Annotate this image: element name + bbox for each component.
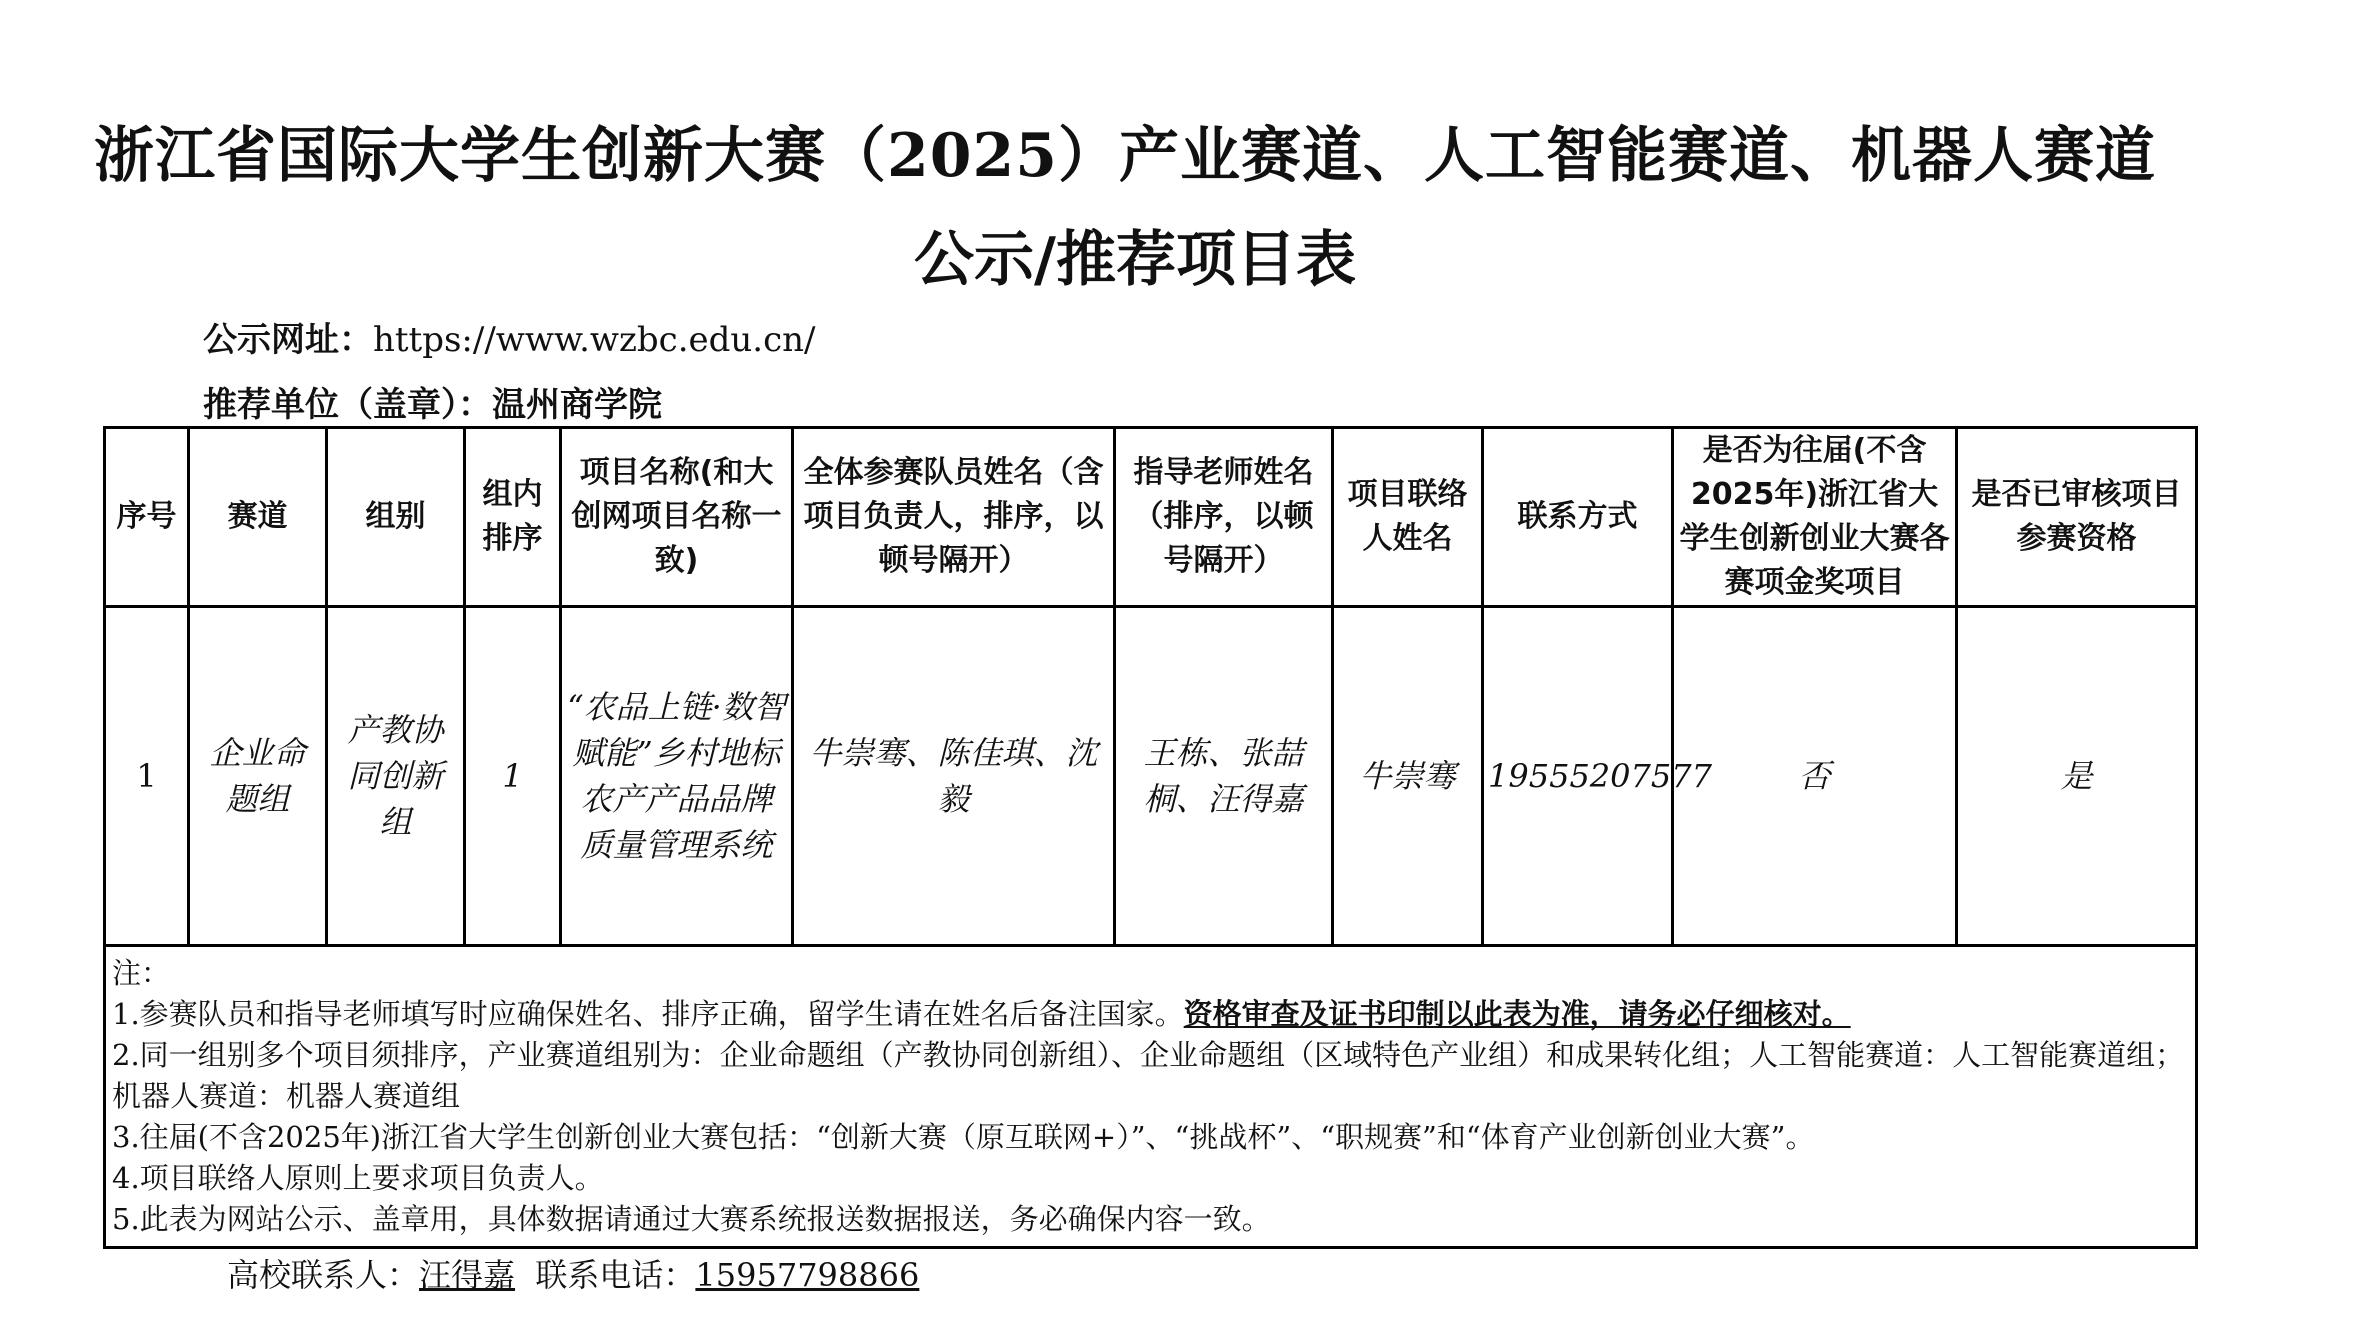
unit-line bbox=[203, 377, 662, 426]
cell-contact-name: 牛崇骞 bbox=[1333, 607, 1483, 946]
note-4: 4.项目联络人原则上要求项目负责人。 bbox=[112, 1161, 604, 1195]
unit-label: 推荐单位（盖章）： bbox=[203, 385, 492, 425]
notes-row bbox=[105, 946, 2197, 1248]
footer-contact-label: 高校联系人： bbox=[227, 1256, 420, 1294]
header-advisors: 指导老师姓名（排序，以顿号隔开） bbox=[1115, 428, 1333, 607]
header-past-gold: 是否为往届(不含2025年)浙江省大学生创新创业大赛各赛项金奖项目 bbox=[1673, 428, 1957, 607]
page-subtitle: 公示/推荐项目表 bbox=[914, 225, 1356, 295]
note-5: 5.此表为网站公示、盖章用，具体数据请通过大赛系统报送数据报送，务必确保内容一致。 bbox=[112, 1202, 1271, 1236]
cell-phone: 19555207577 bbox=[1483, 607, 1673, 946]
note-1 bbox=[112, 994, 2189, 1035]
cell-index: 1 bbox=[105, 607, 189, 946]
note-2: 2.同一组别多个项目须排序，产业赛道组别为：企业命题组（产教协同创新组）、企业命题组（区域特色产业组）和成果转化组；人工智能赛道：人工智能赛道组；机器人赛道：机器人赛道组 bbox=[112, 1038, 2185, 1113]
note-1-text: 1.参赛队员和指导老师填写时应确保姓名、排序正确，留学生请在姓名后备注国家。 bbox=[112, 997, 1184, 1031]
header-row bbox=[105, 428, 2197, 607]
unit-value: 温州商学院 bbox=[492, 385, 662, 425]
url-line bbox=[203, 312, 816, 361]
header-group: 组别 bbox=[327, 428, 465, 607]
cell-members: 牛崇骞、陈佳琪、沈毅 bbox=[793, 607, 1115, 946]
cell-order: 1 bbox=[465, 607, 561, 946]
header-members: 全体参赛队员姓名（含项目负责人，排序，以顿号隔开） bbox=[793, 428, 1115, 607]
header-index: 序号 bbox=[105, 428, 189, 607]
footer-contact-name: 汪得嘉 bbox=[419, 1256, 516, 1294]
cell-past-gold: 否 bbox=[1673, 607, 1957, 946]
cell-project: “农品上链·数智赋能”乡村地标农产产品品牌质量管理系统 bbox=[561, 607, 793, 946]
table-row bbox=[105, 607, 2197, 946]
footer-phone: 15957798866 bbox=[695, 1256, 920, 1294]
header-order: 组内排序 bbox=[465, 428, 561, 607]
header-track: 赛道 bbox=[189, 428, 327, 607]
footer-contact bbox=[227, 1250, 919, 1296]
cell-track: 企业命题组 bbox=[189, 607, 327, 946]
note-1-emphasis: 资格审查及证书印制以此表为准，请务必仔细核对。 bbox=[1183, 997, 1851, 1031]
url-value[interactable]: https://www.wzbc.edu.cn/ bbox=[373, 320, 816, 360]
url-label: 公示网址： bbox=[203, 320, 373, 360]
header-project: 项目名称(和大创网项目名称一致) bbox=[561, 428, 793, 607]
footer-phone-label: 联系电话： bbox=[535, 1256, 696, 1294]
header-qualified: 是否已审核项目参赛资格 bbox=[1957, 428, 2197, 607]
note-3: 3.往届(不含2025年)浙江省大学生创新创业大赛包括：“创新大赛（原互联网+）”、“挑战杯”、“职规赛”和“体育产业创新创业大赛”。 bbox=[112, 1120, 1815, 1154]
cell-advisors: 王栋、张喆桐、汪得嘉 bbox=[1115, 607, 1333, 946]
page-title: 浙江省国际大学生创新大赛（2025）产业赛道、人工智能赛道、机器人赛道 bbox=[94, 121, 2156, 191]
cell-qualified: 是 bbox=[1957, 607, 2197, 946]
notes-cell bbox=[105, 946, 2197, 1248]
cell-group: 产教协同创新组 bbox=[327, 607, 465, 946]
header-contact-name: 项目联络人姓名 bbox=[1333, 428, 1483, 607]
notes-heading: 注： bbox=[112, 956, 171, 990]
project-table bbox=[103, 426, 2198, 1249]
header-phone: 联系方式 bbox=[1483, 428, 1673, 607]
